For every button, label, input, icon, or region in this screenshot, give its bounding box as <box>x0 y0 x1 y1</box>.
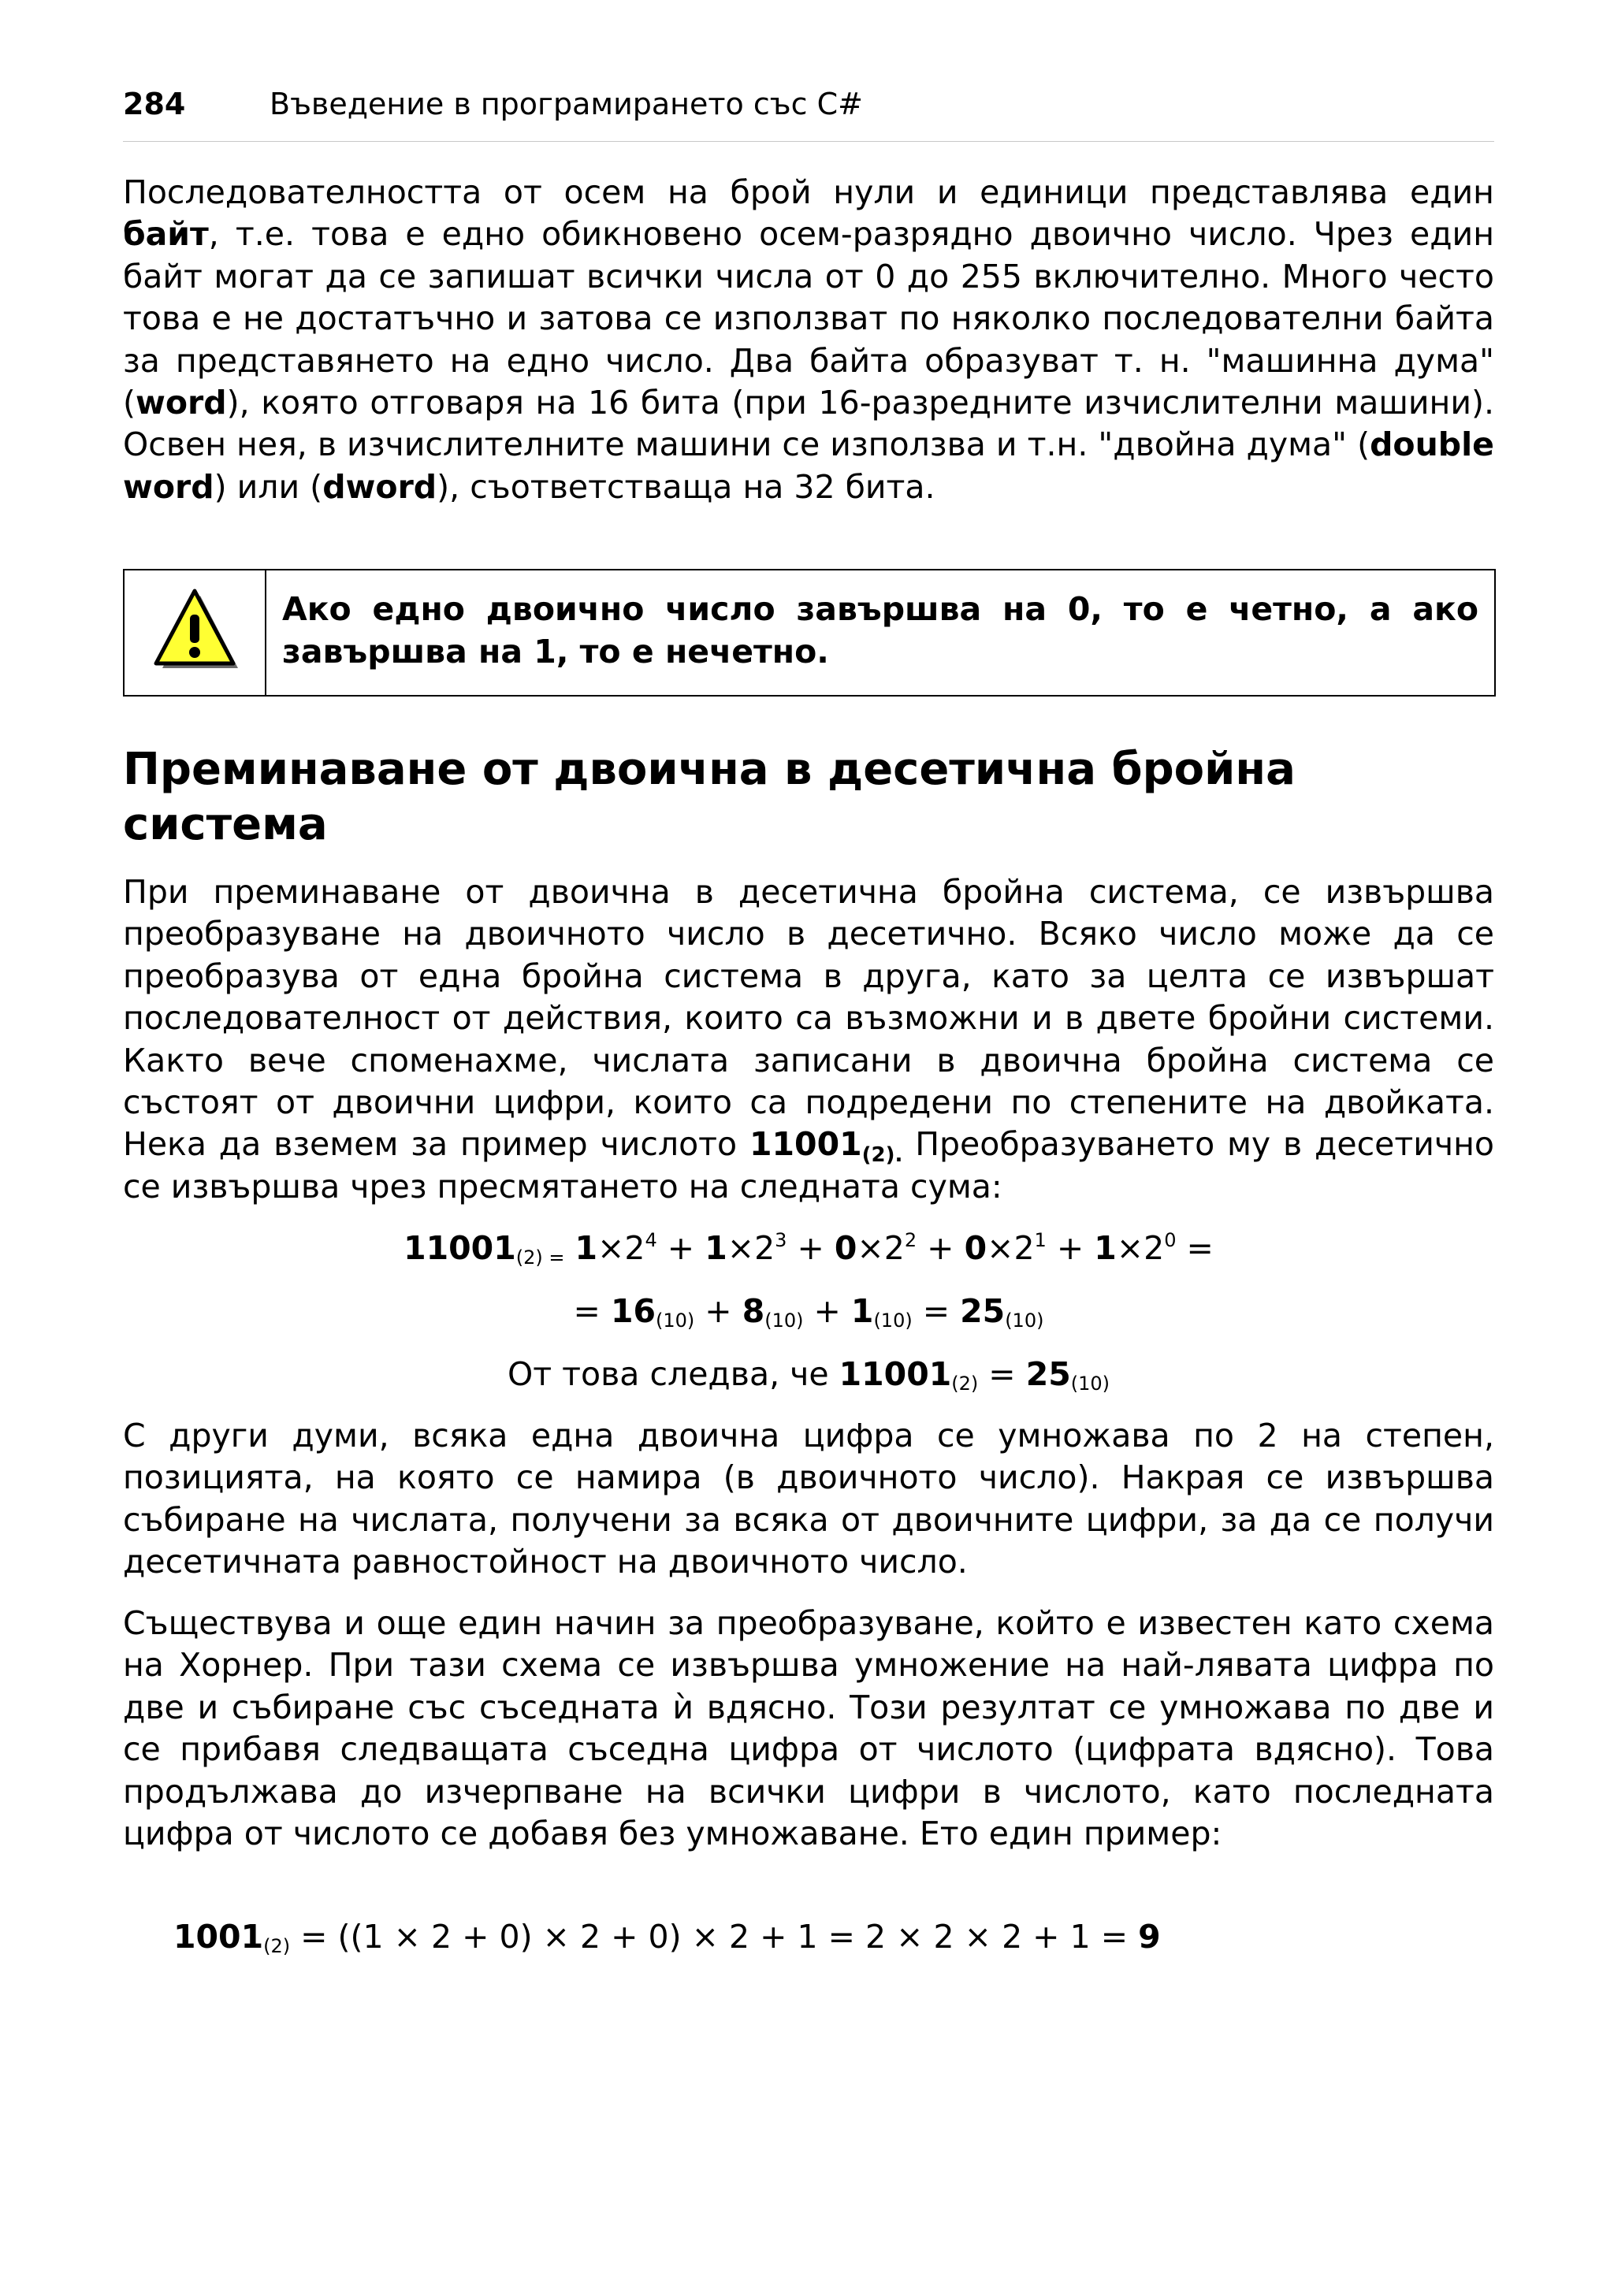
formula-sum: = $16_{(10)} + 8_{(10)} + 1_{(10)} = 25_{(10)}$ <box>573 1292 1044 1332</box>
running-title: Въведение в програмирането със C# <box>270 87 863 121</box>
page-header <box>123 83 1494 142</box>
paragraph-binary-to-decimal: При преминаване от двоична в десетична бройна система, се извършва преобразуване на двоичното число в десетично. Всяко число може да се преобразува от една бройна система в друга, като за целта се извършат последователност от действия, които са възможни и в двете бройни системи. Както вече споменахме, числата записани в двоична бройна система се състоят от двоични цифри, които са подредени по степените на двойката. Нека да вземем за пример числото 11001(2). Преобразуването му в десетично се извършва чрез пресмятането на следната сума: <box>123 873 1495 1206</box>
note-icon-cell <box>125 570 266 695</box>
paragraph-horner-scheme: Съществува и още един начин за преобразуване, който е известен като схема на Хорнер. При тази схема се извършва умножение на най-лявата цифра по две и събиране със съседната ѝ вдясно. Този резултат се умножава по две и се прибавя следващата съседна цифра от числото (цифрата вдясно). Това продължава до изчерпване на всички цифри в числото, като последната цифра от числото се добавя без умножаване. Ето един пример: <box>123 1604 1494 1853</box>
paragraph-byte-definition: Последователността от осем на брой нули и единици представлява един байт, т.е. това е едно обикновено осем-разрядно двоично число. Чрез един байт могат да се запишат всички числа от 0 до 255 включително. Много често това е не достатъчно и затова се използват по няколко последователни байта за представянето на едно число. Два байта образуват т. н. "машинна дума" (word), която отговаря на 16 бита (при 16-разредните изчислителни машини). Освен нея, в изчислителните машини се използва и т.н. "двойна дума" (double word) или (dword), съответстваща на 32 бита. <box>123 173 1494 506</box>
formula-horner-example: $1001_{(2)} = ((1 \times 2 + 0) \times 2 + 0) \times 2 + 1 = 2 \times 2 \times 2 + 1 = 9$ <box>173 1918 1161 1957</box>
section-heading: Преминаване от двоична в десетична бройна система <box>123 744 1296 850</box>
paragraph-explanation: С други думи, всяка една двоична цифра се умножава по 2 на степен, позицията, на която се намира (в двоичното число). Накрая се извършва събиране на числата, получени за всяка от двоичните цифри, за да се получи десетичната равностойност на двоичното число. <box>123 1417 1494 1581</box>
note-box <box>123 569 1496 697</box>
warning-triangle-icon <box>148 588 241 678</box>
formula-result: От това следва, че $11001_{(2)} = 25_{(10)}$ <box>507 1355 1110 1395</box>
note-text: Ако едно двоично число завършва на 0, то е четно, а ако завършва на 1, то е нечетно. <box>282 590 1478 671</box>
formula-expansion: $11001_{(2) =}$ $1\times 2^4 + 1\times 2^3 + 0\times 2^2 + 0\times 2^1 + 1\times 2^0$ = <box>404 1229 1214 1269</box>
page-number: 284 <box>123 87 186 121</box>
